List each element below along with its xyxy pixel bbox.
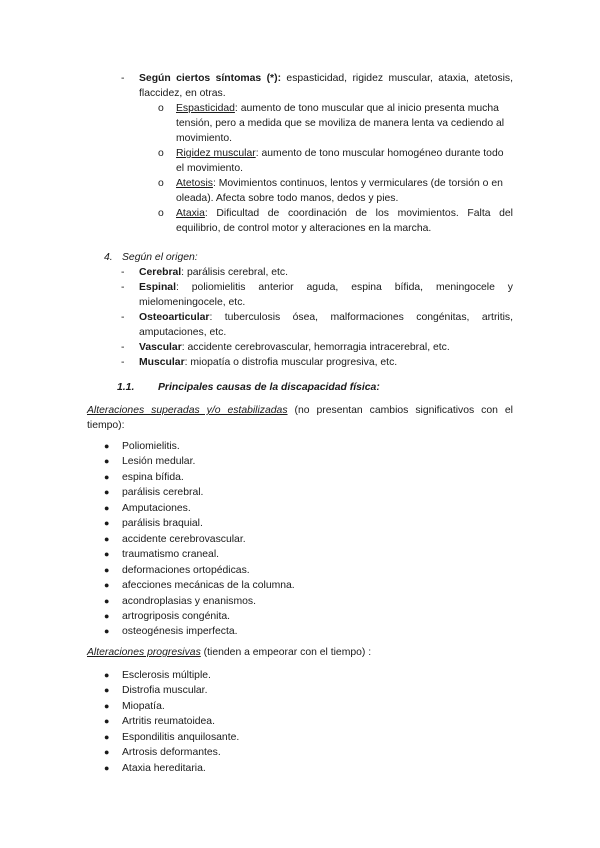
origen-espinal-line-2: mielomeningocele, etc. bbox=[139, 297, 246, 308]
section-title: Principales causas de la discapacidad física: bbox=[158, 382, 380, 393]
bullet-icon: ● bbox=[104, 595, 110, 606]
list-item: Espondilitis anquilosante. bbox=[122, 731, 240, 743]
list-item: Amputaciones. bbox=[122, 502, 191, 514]
list-item: artrogriposis congénita. bbox=[122, 610, 231, 622]
sub-bullet: o bbox=[158, 208, 164, 219]
origen-espinal-line-1: Espinal: poliomielitis anterior aguda, espina bífida, meningocele y bbox=[139, 282, 513, 293]
sub-bullet: o bbox=[158, 148, 164, 159]
ataxia-line-1: Ataxia: Dificultad de coordinación de los movimientos. Falta del bbox=[176, 208, 513, 219]
bullet-icon: ● bbox=[104, 564, 110, 575]
bullet-icon: ● bbox=[104, 747, 110, 758]
bullet-icon: ● bbox=[104, 533, 110, 544]
term-atetosis: Atetosis bbox=[176, 178, 213, 189]
origen-vascular: Vascular: accidente cerebrovascular, hemorragia intracerebral, etc. bbox=[139, 342, 450, 353]
list-item: Miopatía. bbox=[122, 700, 165, 712]
term-espasticidad: Espasticidad bbox=[176, 103, 235, 114]
origen-cerebral: Cerebral: parálisis cerebral, etc. bbox=[139, 267, 289, 278]
ataxia-line-2: equilibrio, de control motor y alteraciones en la marcha. bbox=[176, 223, 432, 234]
rigidez-line-1: Rigidez muscular: aumento de tono muscular homogéneo durante todo bbox=[176, 148, 504, 159]
sub-bullet: o bbox=[158, 178, 164, 189]
list-item: accidente cerebrovascular. bbox=[122, 533, 246, 545]
list-item: acondroplasias y enanismos. bbox=[122, 595, 256, 607]
sintomas-text: espasticidad, rigidez muscular, ataxia, atetosis, bbox=[281, 73, 513, 84]
bullet-icon: ● bbox=[104, 456, 110, 467]
sintomas-line-1 bbox=[139, 71, 513, 87]
list-item: parálisis braquial. bbox=[122, 518, 203, 530]
bullet-icon: ● bbox=[104, 610, 110, 621]
bullet-icon: ● bbox=[104, 502, 110, 513]
sintomas-label: Según ciertos síntomas (*): bbox=[139, 73, 282, 84]
bullet-icon: ● bbox=[104, 580, 110, 591]
bullet-icon: ● bbox=[104, 762, 110, 773]
origen-osteoarticular-line-1: Osteoarticular: tuberculosis ósea, malformaciones congénitas, artritis, bbox=[139, 312, 513, 323]
espasticidad-line-1: Espasticidad: aumento de tono muscular que al inicio presenta mucha bbox=[176, 103, 499, 114]
rigidez-line-2: el movimiento. bbox=[176, 163, 243, 174]
list-item: Artrosis deformantes. bbox=[122, 747, 221, 759]
espasticidad-line-2: tensión, pero a medida que se moviliza de manera lenta va cediendo al bbox=[176, 118, 505, 129]
superadas-intro-line-1: Alteraciones superadas y/o estabilizadas (no presentan cambios significativos con el bbox=[87, 405, 513, 416]
list-item: Lesión medular. bbox=[122, 456, 196, 468]
origen-muscular: Muscular: miopatía o distrofia muscular progresiva, etc. bbox=[139, 357, 398, 368]
list-item: Artritis reumatoidea. bbox=[122, 716, 215, 728]
list-marker: - bbox=[121, 267, 125, 278]
bullet-icon: ● bbox=[104, 487, 110, 498]
bullet-icon: ● bbox=[104, 441, 110, 451]
list-item: Poliomielitis. bbox=[122, 441, 180, 452]
list-item: afecciones mecánicas de la columna. bbox=[122, 580, 295, 592]
list-item: Ataxia hereditaria. bbox=[122, 762, 206, 774]
bullet-icon: ● bbox=[104, 716, 110, 727]
list-item: Distrofia muscular. bbox=[122, 685, 208, 697]
bullet-icon: ● bbox=[104, 549, 110, 560]
origen-heading: Según el origen: bbox=[122, 252, 198, 263]
bullet-icon: ● bbox=[104, 670, 110, 680]
list-item: Esclerosis múltiple. bbox=[122, 670, 211, 681]
bullet-icon: ● bbox=[104, 700, 110, 711]
sintomas-line-2: flaccidez, en otras. bbox=[139, 88, 226, 99]
atetosis-line-2: oleada). Afecta sobre todo manos, dedos y pies. bbox=[176, 193, 399, 204]
bullet-icon: ● bbox=[104, 685, 110, 696]
atetosis-line-1: Atetosis: Movimientos continuos, lentos y vermiculares (de torsión o en bbox=[176, 178, 503, 189]
term-progresivas: Alteraciones progresivas bbox=[87, 647, 201, 658]
bullet-icon: ● bbox=[104, 518, 110, 529]
list-marker: - bbox=[121, 312, 125, 323]
list-marker: - bbox=[121, 342, 125, 353]
term-superadas: Alteraciones superadas y/o estabilizadas bbox=[87, 405, 288, 416]
list-marker: - bbox=[121, 282, 125, 293]
list-marker: - bbox=[121, 73, 125, 84]
list-marker: - bbox=[121, 357, 125, 368]
list-item: deformaciones ortopédicas. bbox=[122, 564, 250, 576]
list-item: parálisis cerebral. bbox=[122, 487, 204, 499]
list-number: 4. bbox=[104, 252, 113, 263]
bullet-icon: ● bbox=[104, 626, 110, 637]
progresivas-intro: Alteraciones progresivas (tienden a empeorar con el tiempo) : bbox=[87, 647, 372, 658]
bullet-icon: ● bbox=[104, 471, 110, 482]
sub-bullet: o bbox=[158, 103, 164, 114]
list-item: osteogénesis imperfecta. bbox=[122, 626, 238, 638]
term-rigidez: Rigidez muscular bbox=[176, 148, 256, 159]
espasticidad-line-3: movimiento. bbox=[176, 133, 233, 144]
bullet-icon: ● bbox=[104, 731, 110, 742]
section-number: 1.1. bbox=[117, 382, 135, 393]
superadas-intro-line-2: tiempo): bbox=[87, 420, 125, 431]
list-item: traumatismo craneal. bbox=[122, 549, 220, 561]
list-item: espina bífida. bbox=[122, 471, 184, 483]
origen-osteoarticular-line-2: amputaciones, etc. bbox=[139, 327, 227, 338]
term-ataxia: Ataxia bbox=[176, 208, 205, 219]
